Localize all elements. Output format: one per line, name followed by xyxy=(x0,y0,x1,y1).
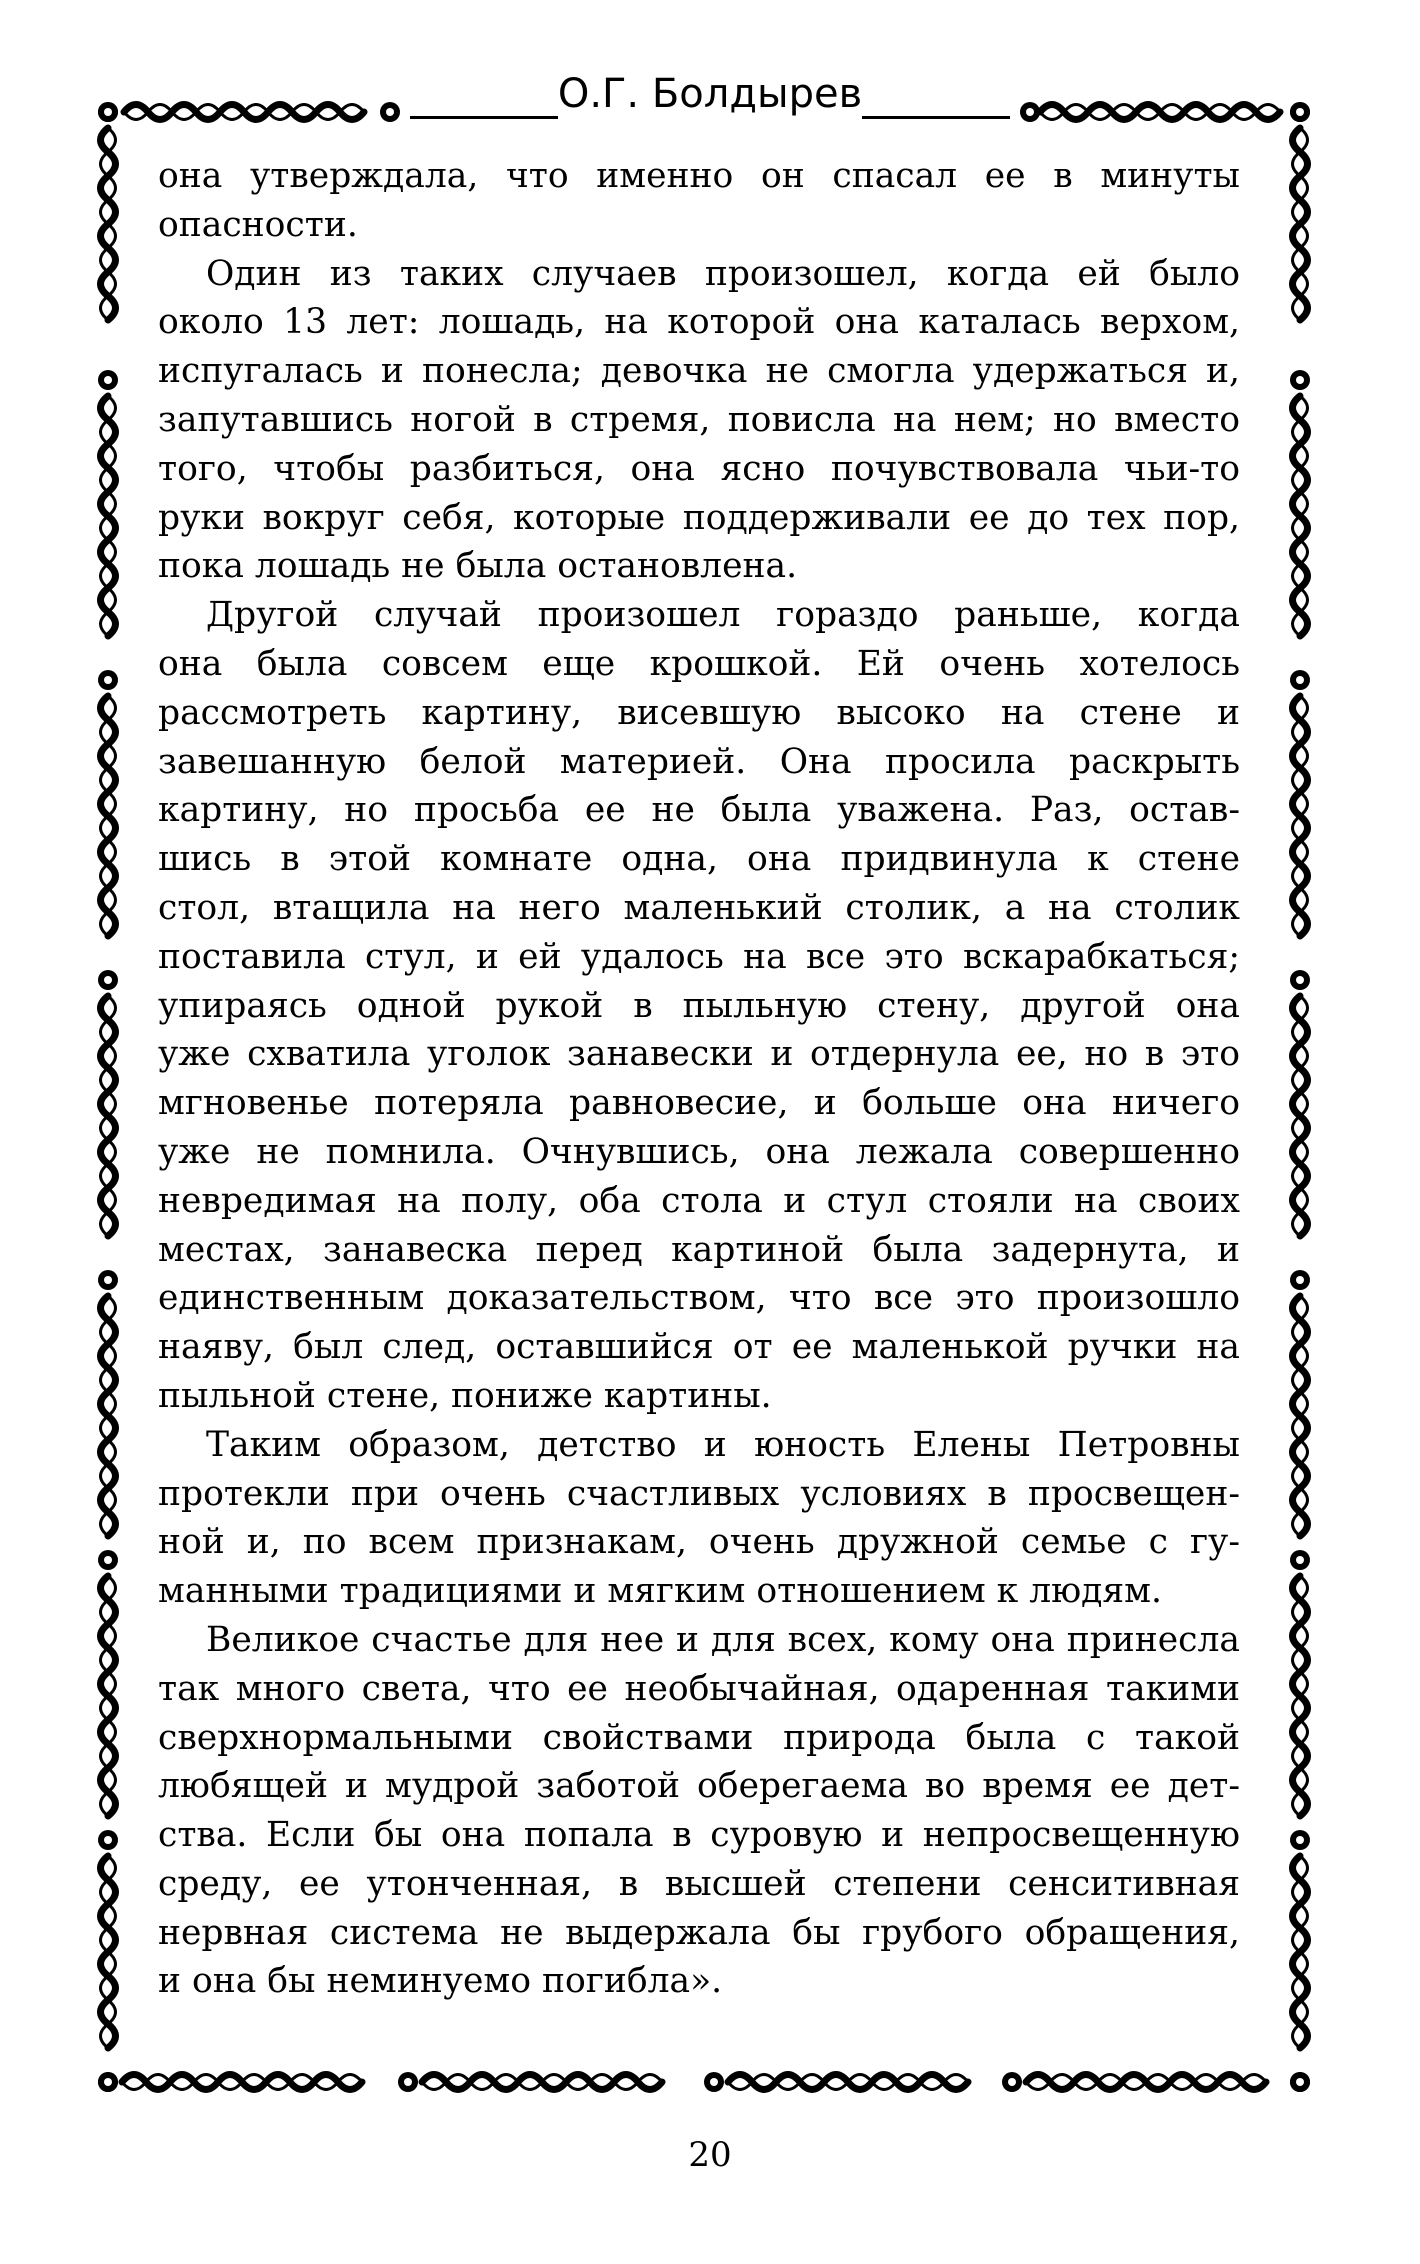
text-line: нервная система не выдержала бы грубого обращения, xyxy=(158,1912,1240,1953)
text-line: поставила стул, и ей удалось на все это вскарабкаться; xyxy=(158,936,1240,977)
rope-segment xyxy=(101,1576,116,1624)
rope-segment xyxy=(518,2075,566,2090)
frame-knob xyxy=(398,2072,418,2092)
rope-segment xyxy=(470,2075,518,2090)
rope-segment xyxy=(1293,1768,1308,1816)
rope-segment xyxy=(101,272,116,320)
rope-segment xyxy=(614,2075,662,2090)
rope-segment xyxy=(920,2075,968,2090)
frame-knob xyxy=(98,2072,118,2092)
rope-segment xyxy=(101,1624,116,1672)
rope-segment xyxy=(314,2075,362,2090)
rope-segment xyxy=(101,1140,116,1188)
text-line: пыльной стене, пониже картины. xyxy=(158,1375,772,1416)
page-number: 20 xyxy=(688,2135,732,2175)
rope-segment xyxy=(266,2075,314,2090)
rope-segment xyxy=(101,1296,116,1344)
frame-knob xyxy=(1290,1550,1310,1570)
frame-knob xyxy=(98,1550,118,1570)
text-line: любящей и мудрой заботой оберегаема во время ее дет- xyxy=(158,1766,1240,1807)
text-line: того, чтобы разбиться, она ясно почувствовала чьи-то xyxy=(158,448,1240,489)
rope-segment xyxy=(1293,1672,1308,1720)
rope-segment xyxy=(101,1392,116,1440)
rope-segment xyxy=(1293,1296,1308,1344)
frame-knob xyxy=(704,2072,724,2092)
frame-knob xyxy=(1002,2072,1022,2092)
rope-segment xyxy=(101,540,116,588)
rope-segment xyxy=(1293,492,1308,540)
text-line: руки вокруг себя, которые поддерживали ее до тех пор, xyxy=(158,497,1240,538)
frame-knob xyxy=(1290,2072,1310,2092)
text-line: испугалась и понесла; девочка не смогла удержаться и, xyxy=(158,351,1240,392)
rope-segment xyxy=(1293,1140,1308,1188)
rope-segment xyxy=(1293,1092,1308,1140)
text-line: сверхнормальными свойствами природа была с такой xyxy=(158,1717,1240,1758)
rope-segment xyxy=(1293,2000,1308,2048)
rope-segment xyxy=(101,492,116,540)
text-line: картину, но просьба ее не была уважена. Раз, остав- xyxy=(158,790,1240,831)
text-line: пока лошадь не была остановлена. xyxy=(158,546,798,587)
text-line: единственным доказательством, что все это произошло xyxy=(158,1278,1240,1319)
frame-knob xyxy=(98,1270,118,1290)
rope-segment xyxy=(1293,176,1308,224)
text-line: ной и, по всем признакам, очень дружной семье с гу- xyxy=(158,1522,1240,1563)
rope-segment xyxy=(101,1768,116,1816)
rope-segment xyxy=(101,2000,116,2048)
rope-segment xyxy=(1293,696,1308,744)
text-line: около 13 лет: лошадь, на которой она каталась верхом, xyxy=(158,302,1240,343)
rope-segment xyxy=(566,2075,614,2090)
text-line: запутавшись ногой в стремя, повисла на нем; но вместо xyxy=(158,399,1240,440)
frame-knob xyxy=(98,670,118,690)
rope-segment xyxy=(101,396,116,444)
rope-segment xyxy=(122,2075,170,2090)
rope-segment xyxy=(1218,2075,1266,2090)
text-line: ства. Если бы она попала в суровую и непросвещенную xyxy=(158,1815,1240,1856)
paragraph xyxy=(158,1421,1240,1616)
frame-knob xyxy=(98,970,118,990)
running-header xyxy=(0,70,1420,120)
rope-segment xyxy=(101,1488,116,1536)
text-line: Один из таких случаев произошел, когда ей было xyxy=(206,253,1240,294)
text-line: она утверждала, что именно он спасал ее в минуты xyxy=(158,156,1240,196)
rope-segment xyxy=(1293,744,1308,792)
text-line: рассмотреть картину, висевшую высоко на стене и xyxy=(158,692,1240,733)
rope-segment xyxy=(101,588,116,636)
text-line: опасности. xyxy=(158,204,358,245)
frame-knob xyxy=(1290,1270,1310,1290)
rope-segment xyxy=(101,224,116,272)
rope-segment xyxy=(1293,888,1308,936)
text-line: невредимая на полу, оба стола и стул стояли на своих xyxy=(158,1180,1240,1221)
rope-segment xyxy=(101,696,116,744)
rope-segment xyxy=(1293,396,1308,444)
frame-knob xyxy=(98,1830,118,1850)
rope-segment xyxy=(872,2075,920,2090)
rope-segment xyxy=(170,2075,218,2090)
text-line: завешанную белой материей. Она просила раскрыть xyxy=(158,741,1240,782)
paragraph xyxy=(158,250,1240,592)
rope-segment xyxy=(1170,2075,1218,2090)
header-rule-left xyxy=(410,116,558,119)
text-line: уже не помнила. Очнувшись, она лежала совершенно xyxy=(158,1131,1240,1172)
rope-segment xyxy=(101,1092,116,1140)
rope-segment xyxy=(1293,1440,1308,1488)
rope-segment xyxy=(1293,1952,1308,2000)
paragraph xyxy=(158,1616,1240,2006)
rope-segment xyxy=(1293,1488,1308,1536)
text-line: Великое счастье для нее и для всех, кому она принесла xyxy=(206,1619,1240,1660)
paragraph xyxy=(158,152,1240,250)
rope-segment xyxy=(1293,1856,1308,1904)
rope-segment xyxy=(1293,588,1308,636)
rope-segment xyxy=(101,1188,116,1236)
rope-segment xyxy=(101,176,116,224)
rope-segment xyxy=(101,1904,116,1952)
rope-segment xyxy=(101,1440,116,1488)
rope-segment xyxy=(101,996,116,1044)
rope-segment xyxy=(1293,1624,1308,1672)
text-line: и она бы неминуемо погибла». xyxy=(158,1961,723,2002)
body-text xyxy=(158,152,1240,2006)
rope-segment xyxy=(1293,1188,1308,1236)
text-line: наяву, был след, оставшийся от ее маленькой ручки на xyxy=(158,1327,1240,1368)
frame-knob xyxy=(1290,1830,1310,1850)
rope-segment xyxy=(101,444,116,492)
text-line: уже схватила уголок занавески и отдернула ее, но в это xyxy=(158,1034,1240,1075)
rope-segment xyxy=(101,888,116,936)
rope-segment xyxy=(1293,996,1308,1044)
rope-segment xyxy=(776,2075,824,2090)
frame-knob xyxy=(1290,370,1310,390)
header-rule-right xyxy=(862,116,1010,119)
text-line: она была совсем еще крошкой. Ей очень хотелось xyxy=(158,643,1240,684)
text-line: манными традициями и мягким отношением к людям. xyxy=(158,1571,1162,1612)
text-line: мгновенье потеряла равновесие, и больше она ничего xyxy=(158,1083,1240,1124)
paragraph xyxy=(158,591,1240,1421)
running-title: О.Г. Болдырев xyxy=(557,71,863,117)
rope-segment xyxy=(1293,272,1308,320)
text-line: Другой случай произошел гораздо раньше, когда xyxy=(206,595,1240,636)
rope-segment xyxy=(1293,540,1308,588)
rope-segment xyxy=(1293,1392,1308,1440)
rope-segment xyxy=(1293,1904,1308,1952)
rope-segment xyxy=(1122,2075,1170,2090)
rope-segment xyxy=(101,128,116,176)
text-line: так много света, что ее необычайная, одаренная такими xyxy=(158,1668,1240,1709)
text-line: протекли при очень счастливых условиях в просвещен- xyxy=(158,1473,1240,1514)
rope-segment xyxy=(1293,1720,1308,1768)
frame-knob xyxy=(1290,970,1310,990)
rope-segment xyxy=(101,1720,116,1768)
rope-segment xyxy=(728,2075,776,2090)
rope-segment xyxy=(422,2075,470,2090)
rope-segment xyxy=(1293,1044,1308,1092)
text-line: местах, занавеска перед картиной была задернута, и xyxy=(158,1229,1240,1270)
rope-segment xyxy=(1293,224,1308,272)
text-line: Таким образом, детство и юность Елены Петровны xyxy=(206,1424,1240,1465)
rope-segment xyxy=(101,1856,116,1904)
text-line: среду, ее утонченная, в высшей степени сенситивная xyxy=(158,1863,1240,1904)
frame-knob xyxy=(1290,670,1310,690)
rope-segment xyxy=(1026,2075,1074,2090)
rope-segment xyxy=(1293,1344,1308,1392)
rope-segment xyxy=(1074,2075,1122,2090)
rope-segment xyxy=(1293,128,1308,176)
text-line: шись в этой комнате одна, она придвинула к стене xyxy=(158,839,1240,880)
rope-segment xyxy=(1293,1576,1308,1624)
text-line: стол, втащила на него маленький столик, а на столик xyxy=(158,887,1240,928)
rope-segment xyxy=(101,1044,116,1092)
rope-segment xyxy=(101,792,116,840)
rope-segment xyxy=(101,1672,116,1720)
text-line: упираясь одной рукой в пыльную стену, другой она xyxy=(158,985,1240,1026)
rope-segment xyxy=(218,2075,266,2090)
rope-segment xyxy=(1293,840,1308,888)
frame-knob xyxy=(98,370,118,390)
rope-segment xyxy=(824,2075,872,2090)
rope-segment xyxy=(101,1952,116,2000)
rope-segment xyxy=(1293,444,1308,492)
rope-segment xyxy=(101,744,116,792)
rope-segment xyxy=(101,840,116,888)
rope-segment xyxy=(1293,792,1308,840)
rope-segment xyxy=(101,1344,116,1392)
